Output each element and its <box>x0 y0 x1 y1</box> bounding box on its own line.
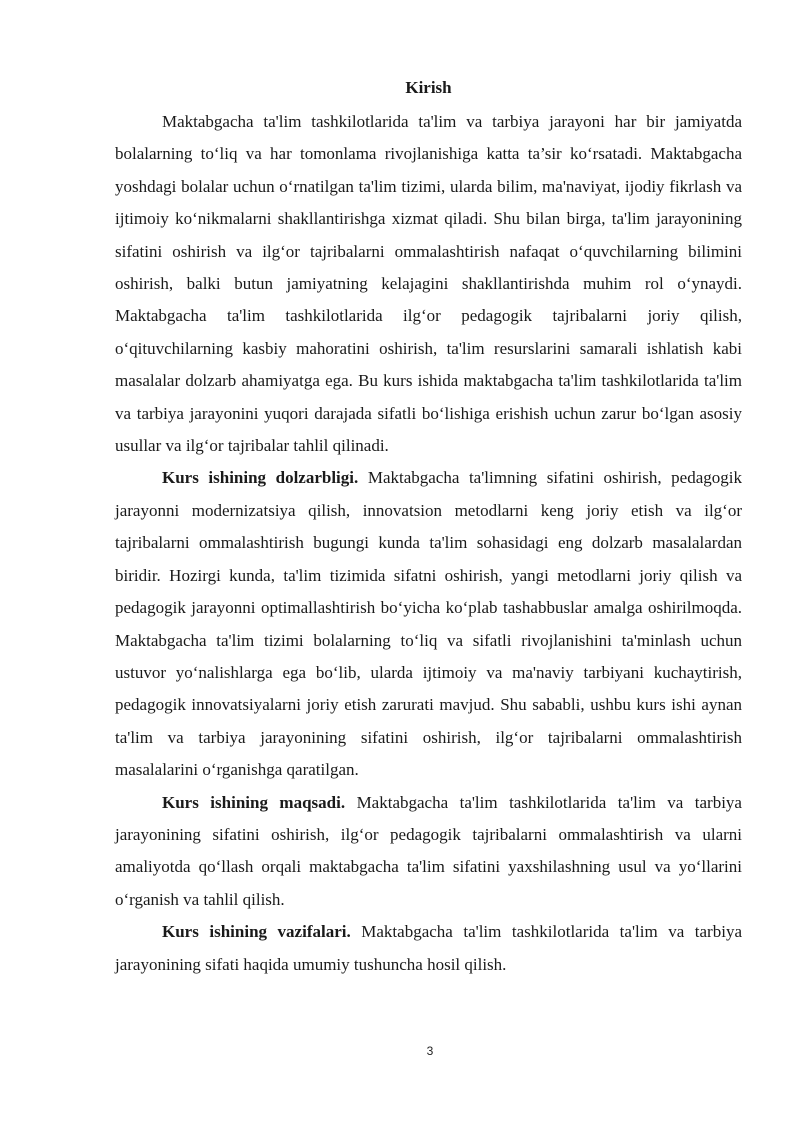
paragraph-goal <box>115 787 742 917</box>
paragraph-text: Maktabgacha ta'lim tashkilotlarida ta'lim va tarbiya jarayonining sifati haqida umumiy tushuncha hosil qilish. <box>115 922 742 974</box>
paragraph-lead: Kurs ishining vazifalari. <box>162 922 351 942</box>
paragraph-lead: Kurs ishining dolzarbligi. <box>162 468 359 488</box>
paragraph-text: Maktabgacha ta'lim tashkilotlarida ta'lim va tarbiya jarayoni har bir jamiyatda bolalarning to‘liq va har tomonlama rivojlanishiga katta ta’sir ko‘rsatadi. Maktabgacha yoshdagi bolalar uchun o‘rnatilgan ta'lim tizimi, ularda bilim, ma'naviyat, ijodiy fikrlash va ijtimoiy ko‘nikmalarni shakllantirishga xizmat qiladi. Shu bilan birga, ta'lim jarayonining sifatini oshirish va ilg‘or tajribalarni ommalashtirish nafaqat o‘quvchilarning bilimini oshirish, balki butun jamiyatning kelajagini shakllantirishda muhim rol o‘ynaydi. Maktabgacha ta'lim tashkilotlarida ilg‘or pedagogik tajribalarni joriy qilish, o‘qituvchilarning kasbiy mahoratini oshirish, ta'lim resurslarini samarali ishlatish kabi masalalar dolzarb ahamiyatga ega. Bu kurs ishida maktabgacha ta'lim tashkilotlarida ta'lim va tarbiya jarayonini yuqori darajada sifatli bo‘lishiga erishish uchun zarur bo‘lgan asosiy usullar va ilg‘or tajribalar tahlil qilinadi. <box>115 112 742 456</box>
document-page <box>115 76 742 981</box>
paragraph-tasks <box>115 916 742 981</box>
paragraph-lead: Kurs ishining maqsadi. <box>162 792 346 812</box>
paragraph-relevance <box>115 462 742 786</box>
paragraph-text: Maktabgacha ta'limning sifatini oshirish, pedagogik jarayonni modernizatsiya qilish, innovatsion metodlarni keng joriy etish va ilg‘or tajribalarni ommalashtirish bugungi kunda ta'lim sohasidagi eng dolzarb masalalardan biridir. Hozirgi kunda, ta'lim tizimida sifatni oshirish, yangi metodlarni joriy qilish va pedagogik jarayonni optimallashtirish bo‘yicha ko‘plab tashabbuslar amalga oshirilmoqda. Maktabgacha ta'lim tizimi bolalarning to‘liq va sifatli rivojlanishini ta'minlash uchun ustuvor yo‘nalishlarga ega bo‘lib, ularda ijtimoiy va ma'naviy tarbiyani kuchaytirish, pedagogik innovatsiyalarni joriy etish zarurati mavjud. Shu sababli, ushbu kurs ishi aynan ta'lim va tarbiya jarayonining sifatini oshirish, ilg‘or tajribalarni ommalashtirish masalalarini o‘rganishga qaratilgan. <box>115 468 742 780</box>
page-number: 3 <box>426 1044 434 1058</box>
paragraph-text: Maktabgacha ta'lim tashkilotlarida ta'lim va tarbiya jarayonining sifatini oshirish, ilg‘or pedagogik tajribalarni ommalashtirish va ularni amaliyotda qo‘llash orqali maktabgacha ta'lim sifatini yaxshilashning usul va yo‘llarini o‘rganish va tahlil qilish. <box>115 792 742 909</box>
paragraph-introduction <box>115 106 742 462</box>
page-title: Kirish <box>405 78 452 97</box>
